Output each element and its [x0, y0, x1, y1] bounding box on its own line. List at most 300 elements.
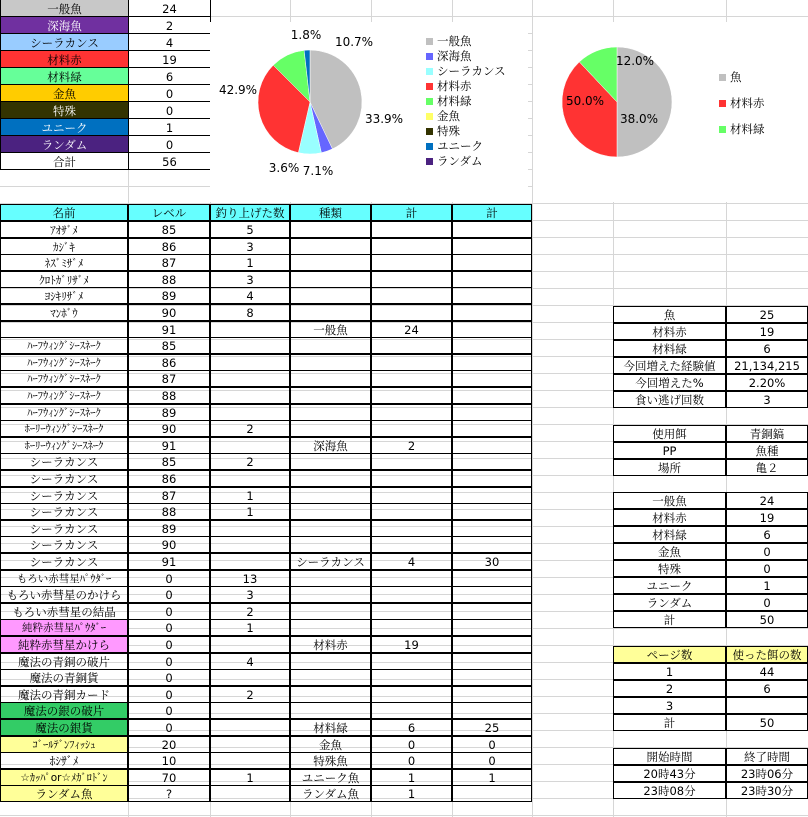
table-cell-count[interactable]: [210, 404, 290, 421]
table-cell-count[interactable]: [210, 752, 290, 769]
stats-value-cell[interactable]: 25: [726, 306, 808, 323]
summary-label-cell[interactable]: 深海魚: [0, 16, 129, 34]
right-summary-value[interactable]: 0: [726, 594, 808, 611]
summary-label-cell[interactable]: 金魚: [0, 84, 129, 102]
table-cell-total[interactable]: [452, 603, 532, 620]
table-cell-total[interactable]: [452, 321, 532, 338]
table-cell-count[interactable]: [210, 785, 290, 802]
table-cell-name[interactable]: ランダム魚: [0, 785, 128, 802]
pages-page-cell[interactable]: 計: [613, 714, 726, 731]
table-cell-type[interactable]: [290, 370, 371, 387]
table-cell-sum[interactable]: [371, 354, 452, 371]
table-cell-type[interactable]: [290, 536, 371, 553]
summary-value-cell[interactable]: 6: [128, 67, 211, 85]
table-cell-level[interactable]: 86: [128, 354, 210, 371]
pie-data-label: 38.0%: [619, 112, 659, 126]
table-cell-type[interactable]: ランダム魚: [290, 785, 371, 802]
table-cell-level[interactable]: 86: [128, 470, 210, 487]
table-cell-name[interactable]: 魔法の銀貨: [0, 719, 128, 736]
table-cell-count[interactable]: 13: [210, 570, 290, 587]
right-summary-value[interactable]: 6: [726, 526, 808, 543]
table-cell-level[interactable]: 0: [128, 653, 210, 670]
legend-label: 一般魚: [437, 34, 472, 48]
table-cell-sum[interactable]: [371, 653, 452, 670]
table-cell-name[interactable]: ﾎｰﾘｰｳｨﾝｸﾞｼｰｽﾈｰｸ: [0, 420, 128, 437]
table-cell-level[interactable]: 0: [128, 570, 210, 587]
table-cell-total[interactable]: [452, 404, 532, 421]
table-cell-total[interactable]: [452, 520, 532, 537]
summary-value-cell[interactable]: 56: [128, 152, 211, 170]
table-cell-type[interactable]: [290, 337, 371, 354]
table-cell-count[interactable]: [210, 736, 290, 753]
table-cell-count[interactable]: [210, 702, 290, 719]
right-summary-label[interactable]: 金魚: [613, 543, 726, 560]
right-summary-label[interactable]: 特殊: [613, 560, 726, 577]
summary-value-cell[interactable]: 2: [128, 16, 211, 34]
table-cell-name[interactable]: ﾎｰﾘｰｳｨﾝｸﾞｼｰｽﾈｰｸ: [0, 437, 128, 454]
time-end-cell[interactable]: 23時30分: [726, 782, 808, 799]
table-cell-level[interactable]: 85: [128, 221, 210, 238]
table-cell-total[interactable]: 30: [452, 553, 532, 570]
table-cell-total[interactable]: [452, 453, 532, 470]
table-cell-level[interactable]: 89: [128, 520, 210, 537]
legend-swatch: [426, 38, 433, 45]
table-cell-total[interactable]: [452, 653, 532, 670]
table-cell-type[interactable]: [290, 702, 371, 719]
table-cell-level[interactable]: 70: [128, 769, 210, 786]
table-cell-total[interactable]: [452, 238, 532, 255]
legend-swatch: [426, 53, 433, 60]
table-cell-sum[interactable]: 1: [371, 785, 452, 802]
table-cell-count[interactable]: [210, 321, 290, 338]
table-cell-type[interactable]: [290, 254, 371, 271]
table-cell-name[interactable]: 魔法の青銅の破片: [0, 653, 128, 670]
pages-used-cell[interactable]: 44: [726, 663, 808, 680]
summary-label-cell[interactable]: 合計: [0, 152, 129, 170]
table-cell-count[interactable]: 5: [210, 221, 290, 238]
table-cell-sum[interactable]: [371, 669, 452, 686]
table-cell-sum[interactable]: [371, 603, 452, 620]
stats-value-cell[interactable]: 6: [726, 340, 808, 357]
table-cell-total[interactable]: [452, 702, 532, 719]
table-cell-name[interactable]: シーラカンス: [0, 487, 128, 504]
table-cell-name[interactable]: シーラカンス: [0, 470, 128, 487]
table-cell-sum[interactable]: 6: [371, 719, 452, 736]
table-cell-type[interactable]: [290, 221, 371, 238]
table-cell-total[interactable]: [452, 420, 532, 437]
table-cell-level[interactable]: 88: [128, 503, 210, 520]
time-start-cell[interactable]: 20時43分: [613, 765, 726, 782]
stats-value-cell[interactable]: 19: [726, 323, 808, 340]
table-cell-name[interactable]: ﾖｼｷﾘｻﾞﾒ: [0, 287, 128, 304]
table-header-cell[interactable]: 名前: [0, 204, 128, 221]
table-cell-name[interactable]: ｸﾛﾄｶﾞﾘｻﾞﾒ: [0, 271, 128, 288]
table-cell-name[interactable]: もろい赤彗星の結晶: [0, 603, 128, 620]
times-header[interactable]: 開始時間: [613, 748, 726, 765]
table-cell-total[interactable]: [452, 287, 532, 304]
table-cell-type[interactable]: [290, 570, 371, 587]
table-cell-type[interactable]: [290, 387, 371, 404]
pages-page-cell[interactable]: 2: [613, 680, 726, 697]
table-cell-count[interactable]: 2: [210, 420, 290, 437]
table-cell-total[interactable]: [452, 437, 532, 454]
table-cell-name[interactable]: ☆ｶｯﾊﾟor☆ﾒｶﾞﾛﾄﾞﾝ: [0, 769, 128, 786]
pages-header[interactable]: 使った餌の数: [726, 646, 808, 663]
summary-label-cell[interactable]: ランダム: [0, 135, 129, 153]
table-cell-level[interactable]: 90: [128, 420, 210, 437]
legend-swatch: [719, 100, 726, 107]
table-cell-name[interactable]: ｶｼﾞｷ: [0, 238, 128, 255]
table-cell-total[interactable]: [452, 370, 532, 387]
table-cell-name[interactable]: もろい赤彗星ﾊﾟｳﾀﾞｰ: [0, 570, 128, 587]
table-cell-level[interactable]: 87: [128, 254, 210, 271]
table-cell-total[interactable]: [452, 669, 532, 686]
table-cell-sum[interactable]: [371, 337, 452, 354]
table-cell-name[interactable]: ﾊｰﾌｳｨﾝｸﾞｼｰｽﾈｰｸ: [0, 354, 128, 371]
pie-chart-2-legend: [719, 64, 765, 142]
table-cell-type[interactable]: 材料緑: [290, 719, 371, 736]
summary-label-cell[interactable]: 特殊: [0, 101, 129, 119]
table-cell-name[interactable]: シーラカンス: [0, 553, 128, 570]
table-cell-type[interactable]: [290, 453, 371, 470]
table-cell-count[interactable]: [210, 520, 290, 537]
table-cell-level[interactable]: 0: [128, 686, 210, 703]
legend-entry: [426, 109, 506, 124]
summary-value-cell[interactable]: 0: [128, 101, 211, 119]
table-cell-type[interactable]: ユニーク魚: [290, 769, 371, 786]
table-cell-level[interactable]: 0: [128, 603, 210, 620]
table-cell-total[interactable]: [452, 503, 532, 520]
table-cell-sum[interactable]: [371, 487, 452, 504]
table-header-cell[interactable]: 計: [371, 204, 452, 221]
table-cell-sum[interactable]: [371, 404, 452, 421]
table-cell-type[interactable]: [290, 271, 371, 288]
table-cell-level[interactable]: 0: [128, 636, 210, 653]
table-cell-type[interactable]: 材料赤: [290, 636, 371, 653]
table-cell-count[interactable]: [210, 553, 290, 570]
table-cell-name[interactable]: シーラカンス: [0, 520, 128, 537]
table-cell-level[interactable]: 0: [128, 619, 210, 636]
table-cell-sum[interactable]: [371, 304, 452, 321]
table-cell-type[interactable]: [290, 653, 371, 670]
table-cell-count[interactable]: [210, 536, 290, 553]
pages-page-cell[interactable]: 1: [613, 663, 726, 680]
bait-value-cell[interactable]: 亀２: [726, 459, 808, 476]
table-cell-name[interactable]: もろい赤彗星のかけら: [0, 586, 128, 603]
table-cell-level[interactable]: 85: [128, 453, 210, 470]
table-cell-sum[interactable]: [371, 254, 452, 271]
stats-label-cell[interactable]: 材料緑: [613, 340, 726, 357]
table-cell-sum[interactable]: [371, 387, 452, 404]
table-cell-level[interactable]: 91: [128, 553, 210, 570]
table-cell-type[interactable]: [290, 238, 371, 255]
table-cell-level[interactable]: 89: [128, 287, 210, 304]
table-cell-total[interactable]: [452, 470, 532, 487]
table-cell-sum[interactable]: 4: [371, 553, 452, 570]
table-cell-name[interactable]: [0, 321, 128, 338]
table-cell-count[interactable]: 4: [210, 287, 290, 304]
table-cell-name[interactable]: 魔法の青銅カード: [0, 686, 128, 703]
table-cell-count[interactable]: [210, 370, 290, 387]
summary-value-cell[interactable]: 1: [128, 118, 211, 136]
table-cell-sum[interactable]: [371, 221, 452, 238]
table-cell-count[interactable]: [210, 354, 290, 371]
table-cell-type[interactable]: [290, 586, 371, 603]
table-cell-count[interactable]: 1: [210, 619, 290, 636]
table-cell-sum[interactable]: 2: [371, 437, 452, 454]
table-header-cell[interactable]: 種類: [290, 204, 371, 221]
time-end-cell[interactable]: 23時06分: [726, 765, 808, 782]
table-cell-sum[interactable]: [371, 686, 452, 703]
stats-value-cell[interactable]: 21,134,215: [726, 357, 808, 374]
table-cell-count[interactable]: 8: [210, 304, 290, 321]
table-cell-sum[interactable]: [371, 520, 452, 537]
table-cell-level[interactable]: 0: [128, 669, 210, 686]
summary-value-cell[interactable]: 24: [128, 0, 211, 17]
summary-value-cell[interactable]: 19: [128, 50, 211, 68]
table-cell-type[interactable]: [290, 287, 371, 304]
table-cell-sum[interactable]: [371, 453, 452, 470]
table-header-cell[interactable]: 釣り上げた数: [210, 204, 290, 221]
table-cell-count[interactable]: 4: [210, 653, 290, 670]
bait-value-cell[interactable]: 青銅鎬: [726, 425, 808, 442]
table-cell-count[interactable]: 3: [210, 586, 290, 603]
table-cell-level[interactable]: 90: [128, 304, 210, 321]
table-cell-level[interactable]: 89: [128, 404, 210, 421]
table-cell-total[interactable]: [452, 271, 532, 288]
table-cell-name[interactable]: 純粋赤彗星ﾊﾟｳﾀﾞｰ: [0, 619, 128, 636]
table-cell-total[interactable]: [452, 354, 532, 371]
right-summary-label[interactable]: ランダム: [613, 594, 726, 611]
summary-value-cell[interactable]: 4: [128, 33, 211, 51]
stats-value-cell[interactable]: 3: [726, 391, 808, 408]
table-cell-name[interactable]: ﾏﾝﾎﾞｳ: [0, 304, 128, 321]
table-cell-type[interactable]: [290, 503, 371, 520]
right-summary-value[interactable]: 1: [726, 577, 808, 594]
legend-entry: [719, 64, 765, 90]
table-cell-level[interactable]: 88: [128, 271, 210, 288]
bait-label-cell[interactable]: 場所: [613, 459, 726, 476]
table-cell-count[interactable]: 2: [210, 453, 290, 470]
right-summary-value[interactable]: 24: [726, 492, 808, 509]
table-cell-sum[interactable]: [371, 503, 452, 520]
summary-label-cell[interactable]: 一般魚: [0, 0, 129, 17]
summary-value-cell[interactable]: 0: [128, 84, 211, 102]
table-cell-type[interactable]: 金魚: [290, 736, 371, 753]
table-cell-type[interactable]: 深海魚: [290, 437, 371, 454]
table-cell-total[interactable]: 0: [452, 736, 532, 753]
table-cell-level[interactable]: 88: [128, 387, 210, 404]
table-cell-name[interactable]: ｱｵｻﾞﾒ: [0, 221, 128, 238]
table-cell-name[interactable]: 魔法の銀の破片: [0, 702, 128, 719]
table-cell-sum[interactable]: [371, 570, 452, 587]
right-summary-value[interactable]: 19: [726, 509, 808, 526]
time-start-cell[interactable]: 23時08分: [613, 782, 726, 799]
right-summary-value[interactable]: 50: [726, 611, 808, 628]
table-cell-sum[interactable]: [371, 536, 452, 553]
table-cell-name[interactable]: シーラカンス: [0, 536, 128, 553]
table-cell-count[interactable]: 2: [210, 686, 290, 703]
table-cell-type[interactable]: 一般魚: [290, 321, 371, 338]
table-cell-total[interactable]: [452, 619, 532, 636]
table-cell-name[interactable]: 魔法の青銅貨: [0, 669, 128, 686]
table-cell-sum[interactable]: 1: [371, 769, 452, 786]
table-cell-type[interactable]: [290, 669, 371, 686]
table-cell-sum[interactable]: [371, 271, 452, 288]
right-summary-label[interactable]: 一般魚: [613, 492, 726, 509]
table-cell-level[interactable]: 87: [128, 370, 210, 387]
table-cell-level[interactable]: 91: [128, 321, 210, 338]
table-cell-total[interactable]: [452, 686, 532, 703]
table-cell-total[interactable]: 25: [452, 719, 532, 736]
table-cell-name[interactable]: ﾈｽﾞﾐｻﾞﾒ: [0, 254, 128, 271]
table-cell-level[interactable]: 10: [128, 752, 210, 769]
table-cell-type[interactable]: [290, 686, 371, 703]
table-cell-total[interactable]: [452, 636, 532, 653]
table-cell-type[interactable]: [290, 354, 371, 371]
stats-label-cell[interactable]: 材料赤: [613, 323, 726, 340]
pages-used-cell[interactable]: [726, 697, 808, 714]
table-cell-name[interactable]: ﾊｰﾌｳｨﾝｸﾞｼｰｽﾈｰｸ: [0, 337, 128, 354]
stats-label-cell[interactable]: 今回増えた%: [613, 374, 726, 391]
table-cell-level[interactable]: 0: [128, 702, 210, 719]
table-cell-total[interactable]: 1: [452, 769, 532, 786]
table-cell-count[interactable]: 1: [210, 254, 290, 271]
table-cell-count[interactable]: 3: [210, 238, 290, 255]
bait-label-cell[interactable]: PP: [613, 442, 726, 459]
summary-label-cell[interactable]: 材料緑: [0, 67, 129, 85]
table-cell-type[interactable]: 特殊魚: [290, 752, 371, 769]
summary-label-cell[interactable]: ユニーク: [0, 118, 129, 136]
table-cell-name[interactable]: ｺﾞｰﾙﾃﾞﾝﾌｨｯｼｭ: [0, 736, 128, 753]
table-cell-level[interactable]: 90: [128, 536, 210, 553]
table-cell-name[interactable]: シーラカンス: [0, 453, 128, 470]
table-cell-count[interactable]: [210, 337, 290, 354]
legend-swatch: [426, 98, 433, 105]
table-cell-count[interactable]: 1: [210, 503, 290, 520]
stats-label-cell[interactable]: 食い逃げ回数: [613, 391, 726, 408]
table-cell-sum[interactable]: [371, 420, 452, 437]
table-cell-type[interactable]: [290, 520, 371, 537]
table-cell-level[interactable]: 91: [128, 437, 210, 454]
table-cell-count[interactable]: [210, 669, 290, 686]
table-cell-type[interactable]: [290, 404, 371, 421]
pages-used-cell[interactable]: 6: [726, 680, 808, 697]
table-cell-type[interactable]: [290, 470, 371, 487]
stats-label-cell[interactable]: 今回増えた経験値: [613, 357, 726, 374]
pages-header[interactable]: ページ数: [613, 646, 726, 663]
table-cell-sum[interactable]: [371, 586, 452, 603]
right-summary-value[interactable]: 0: [726, 543, 808, 560]
times-header[interactable]: 終了時間: [726, 748, 808, 765]
table-cell-type[interactable]: [290, 619, 371, 636]
table-cell-name[interactable]: シーラカンス: [0, 503, 128, 520]
right-summary-label[interactable]: 計: [613, 611, 726, 628]
table-cell-count[interactable]: 3: [210, 271, 290, 288]
legend-entry: [719, 90, 765, 116]
table-cell-total[interactable]: [452, 785, 532, 802]
table-cell-type[interactable]: [290, 603, 371, 620]
right-summary-label[interactable]: ユニーク: [613, 577, 726, 594]
table-cell-sum[interactable]: 0: [371, 752, 452, 769]
table-cell-total[interactable]: [452, 586, 532, 603]
table-cell-name[interactable]: ﾊｰﾌｳｨﾝｸﾞｼｰｽﾈｰｸ: [0, 404, 128, 421]
table-cell-name[interactable]: ﾎｼｻﾞﾒ: [0, 752, 128, 769]
table-cell-sum[interactable]: [371, 619, 452, 636]
summary-label-cell[interactable]: 材料赤: [0, 50, 129, 68]
table-cell-count[interactable]: [210, 387, 290, 404]
table-cell-total[interactable]: [452, 221, 532, 238]
table-cell-sum[interactable]: [371, 370, 452, 387]
table-cell-total[interactable]: [452, 387, 532, 404]
summary-label-cell[interactable]: シーラカンス: [0, 33, 129, 51]
legend-swatch: [719, 126, 726, 133]
table-cell-type[interactable]: シーラカンス: [290, 553, 371, 570]
table-cell-total[interactable]: [452, 536, 532, 553]
table-cell-sum[interactable]: [371, 470, 452, 487]
table-cell-level[interactable]: 0: [128, 719, 210, 736]
table-cell-total[interactable]: [452, 570, 532, 587]
table-cell-count[interactable]: 1: [210, 487, 290, 504]
table-cell-level[interactable]: 87: [128, 487, 210, 504]
right-summary-value[interactable]: 0: [726, 560, 808, 577]
bait-label-cell[interactable]: 使用餌: [613, 425, 726, 442]
table-cell-level[interactable]: 85: [128, 337, 210, 354]
table-cell-level[interactable]: ?: [128, 785, 210, 802]
table-cell-count[interactable]: [210, 719, 290, 736]
table-cell-sum[interactable]: [371, 702, 452, 719]
table-cell-count[interactable]: [210, 636, 290, 653]
table-cell-total[interactable]: [452, 337, 532, 354]
table-cell-total[interactable]: [452, 304, 532, 321]
table-cell-name[interactable]: ﾊｰﾌｳｨﾝｸﾞｼｰｽﾈｰｸ: [0, 387, 128, 404]
table-cell-total[interactable]: [452, 487, 532, 504]
table-cell-sum[interactable]: [371, 287, 452, 304]
table-cell-count[interactable]: 1: [210, 769, 290, 786]
pie-chart-composition: [210, 22, 528, 202]
table-cell-level[interactable]: 86: [128, 238, 210, 255]
table-cell-type[interactable]: [290, 304, 371, 321]
legend-entry: [426, 94, 506, 109]
table-cell-sum[interactable]: 19: [371, 636, 452, 653]
table-cell-sum[interactable]: [371, 238, 452, 255]
table-cell-total[interactable]: [452, 254, 532, 271]
table-cell-count[interactable]: [210, 470, 290, 487]
table-header-cell[interactable]: レベル: [128, 204, 210, 221]
pages-used-cell[interactable]: 50: [726, 714, 808, 731]
table-cell-count[interactable]: [210, 437, 290, 454]
right-summary-label[interactable]: 材料赤: [613, 509, 726, 526]
legend-entry: [426, 49, 506, 64]
table-cell-sum[interactable]: 24: [371, 321, 452, 338]
table-cell-type[interactable]: [290, 487, 371, 504]
bait-value-cell[interactable]: 魚種: [726, 442, 808, 459]
stats-value-cell[interactable]: 2.20%: [726, 374, 808, 391]
table-cell-level[interactable]: 0: [128, 586, 210, 603]
pages-page-cell[interactable]: 3: [613, 697, 726, 714]
summary-value-cell[interactable]: 0: [128, 135, 211, 153]
stats-label-cell[interactable]: 魚: [613, 306, 726, 323]
right-summary-label[interactable]: 材料緑: [613, 526, 726, 543]
table-cell-count[interactable]: 2: [210, 603, 290, 620]
table-cell-total[interactable]: 0: [452, 752, 532, 769]
table-cell-name[interactable]: ﾊｰﾌｳｨﾝｸﾞｼｰｽﾈｰｸ: [0, 370, 128, 387]
table-cell-sum[interactable]: 0: [371, 736, 452, 753]
table-cell-level[interactable]: 20: [128, 736, 210, 753]
table-cell-type[interactable]: [290, 420, 371, 437]
table-header-cell[interactable]: 計: [452, 204, 532, 221]
table-cell-name[interactable]: 純粋赤彗星かけら: [0, 636, 128, 653]
